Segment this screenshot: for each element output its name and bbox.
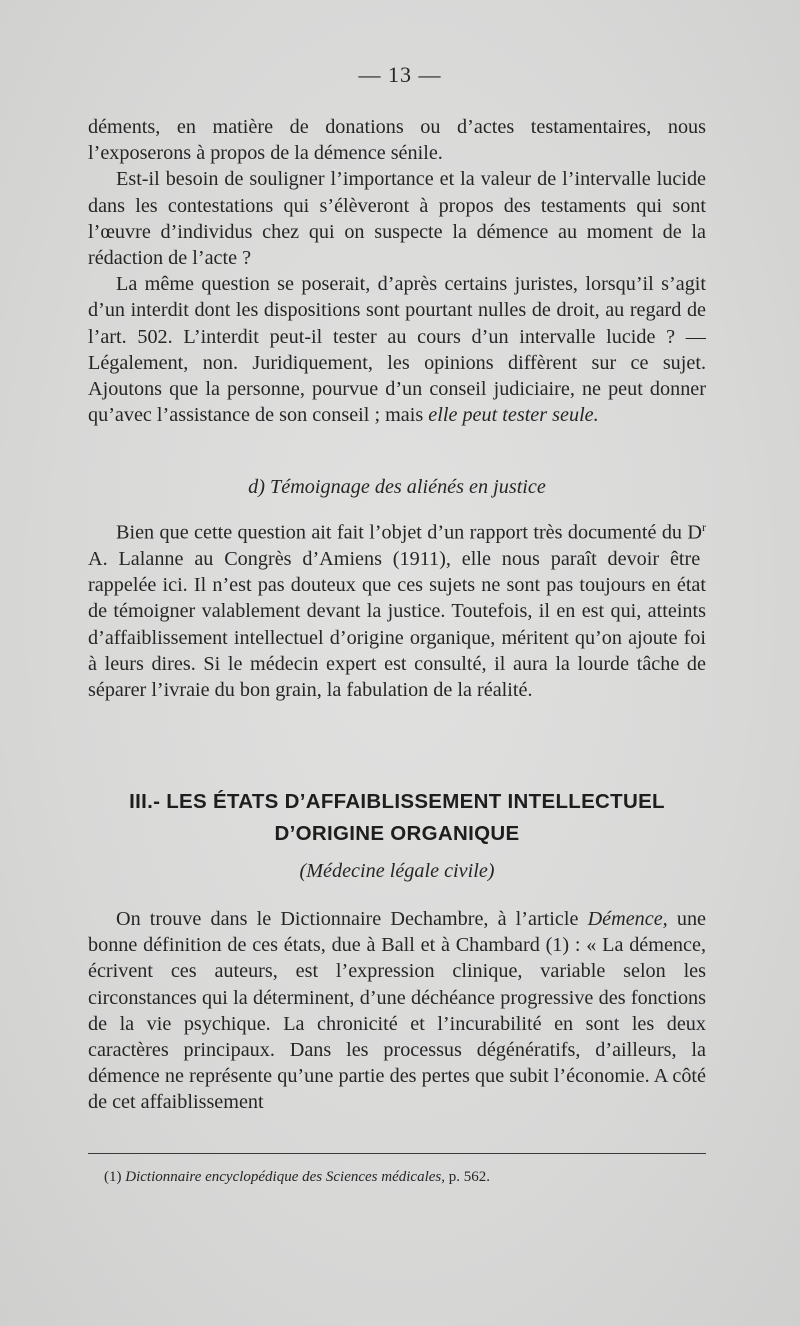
paragraph-5-start: On trouve dans le Dictionnaire Dechambre, à l’article bbox=[116, 908, 579, 930]
paragraph-3-text: La même question se poserait, d’après certains juristes, lorsqu’il s’agit d’un interdit dont les dispositions sont pourtant nulles de droit, au regard de l’art. 502. L’interdit peut-il tester au cours d’un intervalle lucide ? — Légalement, non. Juridiquement, les opinions diffèrent sur ce sujet. Ajoutons que la personne, pourvue d’un conseil judiciaire, ne peut donner qu’avec l’assistance de son conseil ; mais bbox=[88, 273, 706, 427]
paragraph-4-rest: A. Lalanne au Congrès d’Amiens (1911), elle nous paraît devoir être rappelée ici. Il n’est pas douteux que ces sujets ne sont pas toujours en état de témoigner valablement devant la justice. Toutefois, il en est qui, atteints d’affaiblissement intellectuel d’origine organique, méritent qu’on ajoute foi à leurs dires. Si le médecin expert est consulté, il aura la lourde tâche de séparer l’ivraie du bon grain, la fabulation de la réalité. bbox=[88, 547, 706, 701]
section-heading-line-2: D’ORIGINE ORGANIQUE bbox=[274, 822, 520, 845]
footnote-number: (1) bbox=[104, 1169, 122, 1185]
paragraph-1: déments, en matière de donations ou d’actes testamentaires, nous l’exposerons à propos de la démence sénile. bbox=[88, 116, 706, 165]
footnote bbox=[104, 1167, 704, 1187]
superscript: r bbox=[702, 520, 706, 534]
paragraph-5 bbox=[88, 906, 706, 1116]
page-number: — 13 — bbox=[358, 62, 442, 87]
paragraph-3 bbox=[88, 271, 706, 428]
paragraph-5-italic: Démence, bbox=[587, 908, 668, 930]
paragraph-3-italic: elle peut tester seule. bbox=[428, 404, 599, 427]
footnote-rule bbox=[88, 1153, 706, 1154]
paragraph-2: Est-il besoin de souligner l’importance et la valeur de l’intervalle lucide dans les contestations qui s’élèveront à propos des testaments qui sont l’œuvre d’individus chez qui on suspecte la démence au moment de la rédaction de l’acte ? bbox=[88, 168, 706, 270]
body-text-top bbox=[88, 114, 706, 428]
section-heading bbox=[88, 786, 706, 850]
section-heading-line-1: III.- LES ÉTATS D’AFFAIBLISSEMENT INTELLECTUEL bbox=[129, 790, 665, 813]
subheading-d: d) Témoignage des aliénés en justice bbox=[248, 476, 546, 498]
paragraph-4-start: Bien que cette question ait fait l’objet d’un rapport très documenté du D bbox=[116, 521, 702, 544]
body-text-bottom bbox=[88, 906, 706, 1116]
footnote-page: p. 562. bbox=[445, 1169, 490, 1185]
footnote-title: Dictionnaire encyclopédique des Sciences médicales, bbox=[125, 1169, 445, 1185]
paragraph-4 bbox=[88, 514, 706, 703]
body-text-middle bbox=[88, 514, 706, 703]
paragraph-5-rest: une bonne définition de ces états, due à Ball et à Chambard (1) : « La démence, écrivent ces auteurs, est l’expression clinique, variable selon les circonstances qui la déterminent, d’une déchéance progressive des fonctions de la vie psychique. La chronicité et l’incurabilité en sont les deux caractères principaux. Dans les processus dégénératifs, d’ailleurs, la démence ne représente qu’une partie des pertes que subit l’économie. A côté de cet affaiblissement bbox=[88, 908, 706, 1114]
section-subtitle: (Médecine légale civile) bbox=[299, 860, 495, 882]
